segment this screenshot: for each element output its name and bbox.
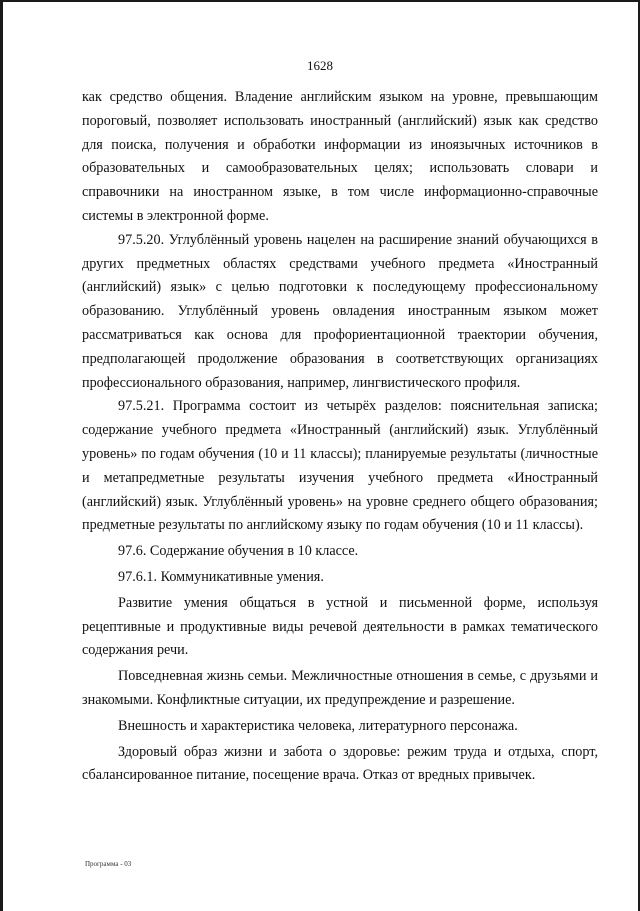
paragraph-communication-skills: Развитие умения общаться в устной и письменной форме, используя рецептивные и продуктивные виды речевой деятельности в рамках тематического содержания речи. xyxy=(82,594,598,659)
paragraph-continuation: как средство общения. Владение английским языком на уровне, превышающим пороговый, позволяет использовать иностранный (английский) язык как средство для поиска, получения и обработки информации из иноязычных источников в образовательных и самообразовательных целях; использовать словари и справочники на иностранном языке, в том числе информационно-справочные системы в электронной форме. xyxy=(82,89,598,224)
paragraph-healthy-lifestyle: Здоровый образ жизни и забота о здоровье: режим труда и отдыха, спорт, сбалансированное питание, посещение врача. Отказ от вредных привычек. xyxy=(82,743,598,784)
paragraph-97-5-20: 97.5.20. Углублённый уровень нацелен на расширение знаний обучающихся в других предметных областях средствами учебного предмета «Иностранный (английский) язык» с целью подготовки к последующему профессиональному образованию. Углублённый уровень овладения иностранным языком может рассматриваться как основа для профориентационной траектории обучения, предполагающей продолжение образования в соответствующих организациях профессионального образования, например, лингвистического профиля. xyxy=(82,231,598,391)
paragraph-family-life: Повседневная жизнь семьи. Межличностные отношения в семье, с друзьями и знакомыми. Конфликтные ситуации, их предупреждение и разрешение. xyxy=(82,668,598,708)
page-footer: Программа - 03 xyxy=(85,860,132,868)
section-heading-97-6: 97.6. Содержание обучения в 10 классе. xyxy=(118,543,359,560)
subsection-heading-97-6-1: 97.6.1. Коммуникативные умения. xyxy=(118,568,324,585)
document-body xyxy=(82,86,598,788)
paragraph-appearance: Внешность и характеристика человека, литературного персонажа. xyxy=(118,717,518,734)
page-number: 1628 xyxy=(307,58,333,73)
paragraph-97-5-21: 97.5.21. Программа состоит из четырёх разделов: пояснительная записка; содержание учебного предмета «Иностранный (английский) язык. Углублённый уровень» по годам обучения (10 и 11 классы); планируемые результаты (личностные и метапредметные результаты изучения учебного предмета «Иностранный (английский) язык. Углублённый уровень» на уровне среднего общего образования; предметные результаты по английскому языку по годам обучения (10 и 11 классы). xyxy=(82,398,598,534)
